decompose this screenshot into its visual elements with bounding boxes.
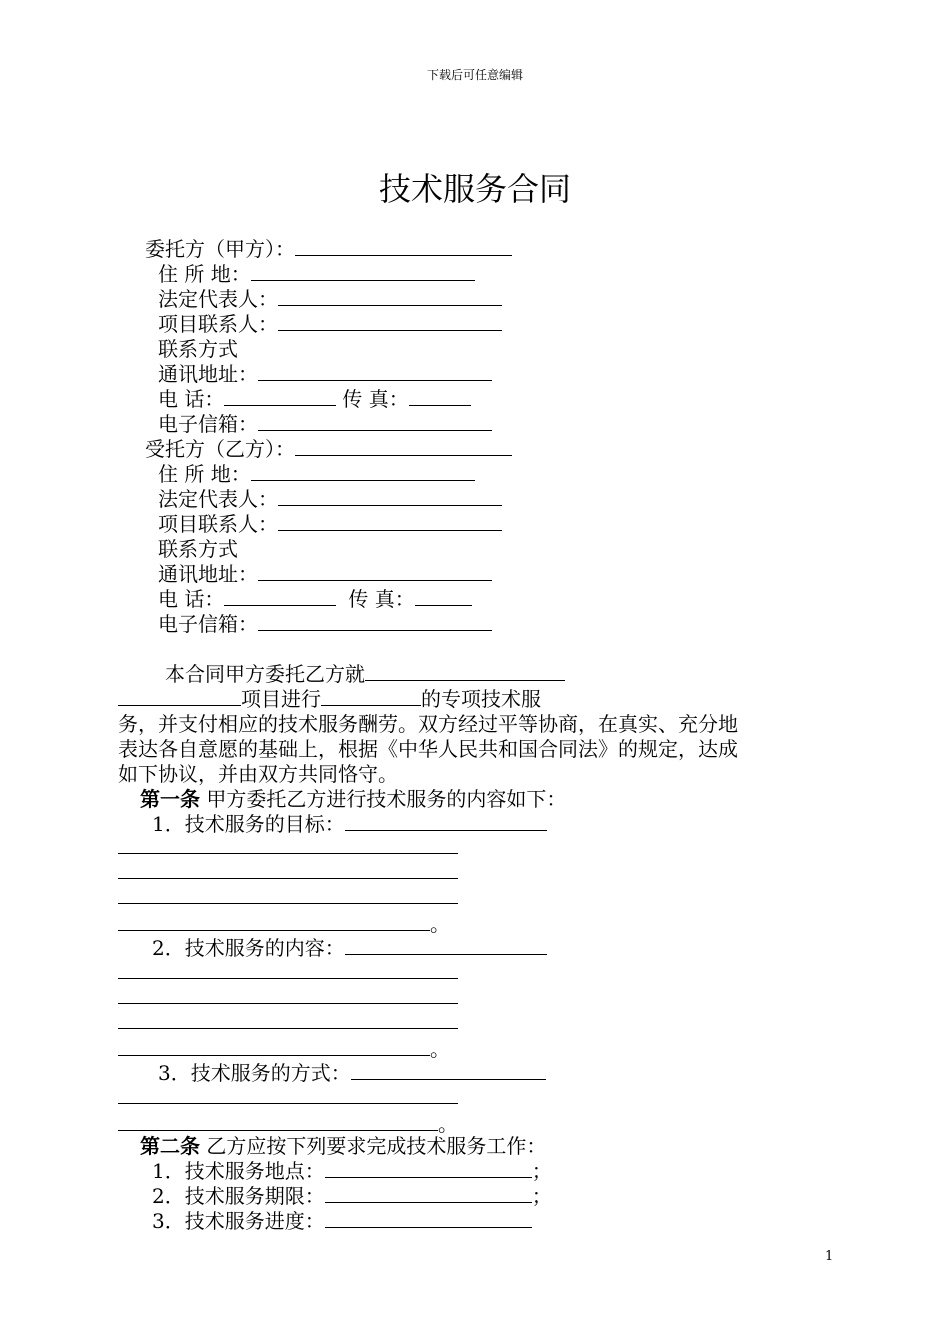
article-2-item-1-label: 1．技术服务地点：	[152, 1159, 325, 1183]
article-2-item-2-label: 2．技术服务期限：	[152, 1184, 325, 1208]
party-b-email-row	[158, 611, 492, 637]
article-2-text: 乙方应按下列要求完成技术服务工作：	[200, 1134, 547, 1158]
party-a-address-row	[158, 361, 492, 387]
page-title: 技术服务合同	[378, 170, 571, 208]
service-goal-field[interactable]	[345, 812, 547, 831]
party-a-legal-rep-label: 法定代表人：	[158, 287, 278, 311]
service-goal-line-5[interactable]	[118, 912, 430, 931]
party-b-phone-label: 电 话：	[158, 587, 225, 611]
party-a-residence-field[interactable]	[251, 262, 475, 281]
service-progress-field[interactable]	[325, 1209, 532, 1228]
article-1-item-1	[152, 811, 547, 837]
party-a-label: 委托方（甲方）：	[145, 237, 295, 261]
party-a-label-row	[145, 236, 512, 262]
party-b-contact-method: 联系方式	[158, 537, 238, 561]
party-b-legal-rep-field[interactable]	[278, 487, 502, 506]
intro-text-3: 的专项技术服	[421, 687, 541, 711]
service-period-field[interactable]	[325, 1184, 532, 1203]
service-content-field[interactable]	[345, 936, 547, 955]
article-2-number: 第二条	[140, 1134, 200, 1158]
intro-text-1: 本合同甲方委托乙方就	[165, 662, 365, 686]
article-1-item-3-label: 3．技术服务的方式：	[158, 1061, 351, 1085]
party-a-contact-person-label: 项目联系人：	[158, 312, 278, 336]
party-b-contact-person-field[interactable]	[278, 512, 502, 531]
party-a-email-row	[158, 411, 492, 437]
party-b-address-row	[158, 561, 492, 587]
party-a-legal-rep-field[interactable]	[278, 287, 502, 306]
service-goal-line-4[interactable]	[118, 903, 458, 904]
party-a-fax-label: 传 真：	[342, 387, 409, 411]
article-2-item-2	[152, 1183, 552, 1209]
article-1-item-3	[158, 1060, 546, 1086]
page-number: 1	[825, 1249, 834, 1264]
intro-project-field-cont[interactable]	[118, 687, 241, 706]
service-method-line-2[interactable]	[118, 1103, 458, 1104]
service-goal-line-2[interactable]	[118, 853, 458, 854]
party-b-legal-rep-label: 法定代表人：	[158, 487, 278, 511]
service-method-period: 。	[438, 1112, 458, 1136]
party-a-residence-row	[158, 261, 475, 287]
article-1-item-2	[152, 935, 547, 961]
article-1-heading	[140, 786, 566, 812]
page-header-note: 下载后可任意编辑	[426, 68, 523, 82]
party-a-contact-person-field[interactable]	[278, 312, 502, 331]
party-a-phone-row	[158, 386, 471, 412]
party-a-name-field[interactable]	[295, 237, 512, 256]
party-b-residence-row	[158, 461, 475, 487]
party-b-residence-field[interactable]	[251, 462, 475, 481]
party-b-fax-field[interactable]	[415, 587, 472, 606]
party-b-label: 受托方（乙方）：	[145, 437, 295, 461]
intro-line-2	[118, 686, 541, 712]
intro-line-1	[165, 661, 565, 687]
service-location-field[interactable]	[325, 1159, 532, 1178]
service-content-line-5[interactable]	[118, 1037, 430, 1056]
service-goal-period: 。	[430, 912, 450, 936]
party-a-contact-method: 联系方式	[158, 337, 238, 361]
service-goal-line-3[interactable]	[118, 878, 458, 879]
party-b-legal-rep-row	[158, 486, 502, 512]
service-method-field[interactable]	[351, 1061, 546, 1080]
party-b-phone-field[interactable]	[224, 587, 336, 606]
intro-line-3: 务，并支付相应的技术服务酬劳。双方经过平等协商，在真实、充分地	[118, 712, 738, 736]
article-1-text: 甲方委托乙方进行技术服务的内容如下：	[200, 787, 567, 811]
service-method-line-3[interactable]	[118, 1112, 438, 1131]
party-b-fax-label: 传 真：	[348, 587, 415, 611]
intro-line-4: 表达各自意愿的基础上，根据《中华人民共和国合同法》的规定，达成	[118, 737, 738, 761]
article-1-item-2-label: 2．技术服务的内容：	[152, 936, 345, 960]
service-content-last-row	[118, 1036, 450, 1062]
service-content-line-4[interactable]	[118, 1028, 458, 1029]
intro-text-2: 项目进行	[241, 687, 321, 711]
party-a-residence-label: 住 所 地：	[158, 262, 251, 286]
party-b-email-field[interactable]	[258, 612, 492, 631]
party-b-email-label: 电子信箱：	[158, 612, 258, 636]
party-a-email-field[interactable]	[258, 412, 492, 431]
intro-service-field[interactable]	[321, 687, 421, 706]
article-2-item-3-label: 3．技术服务进度：	[152, 1209, 325, 1233]
intro-line-5: 如下协议，并由双方共同恪守。	[118, 762, 398, 786]
party-a-phone-field[interactable]	[224, 387, 336, 406]
party-a-address-field[interactable]	[258, 362, 492, 381]
service-content-line-3[interactable]	[118, 1003, 458, 1004]
party-a-address-label: 通讯地址：	[158, 362, 258, 386]
party-b-name-field[interactable]	[295, 437, 512, 456]
party-a-contact-person-row	[158, 311, 502, 337]
party-b-label-row	[145, 436, 512, 462]
article-1-number: 第一条	[140, 787, 200, 811]
article-2-item-3	[152, 1208, 532, 1234]
service-period-semicolon: ；	[531, 1184, 552, 1208]
party-a-phone-label: 电 话：	[158, 387, 225, 411]
article-2-heading	[140, 1133, 546, 1159]
party-a-legal-rep-row	[158, 286, 502, 312]
party-a-fax-field[interactable]	[409, 387, 471, 406]
party-a-email-label: 电子信箱：	[158, 412, 258, 436]
party-b-contact-person-row	[158, 511, 502, 537]
party-b-residence-label: 住 所 地：	[158, 462, 251, 486]
party-b-address-field[interactable]	[258, 562, 492, 581]
party-b-address-label: 通讯地址：	[158, 562, 258, 586]
service-goal-last-row	[118, 911, 450, 937]
party-b-phone-row	[158, 586, 472, 612]
article-2-item-1	[152, 1158, 552, 1184]
service-content-line-2[interactable]	[118, 978, 458, 979]
service-location-semicolon: ；	[531, 1159, 552, 1183]
article-1-item-1-label: 1．技术服务的目标：	[152, 812, 345, 836]
service-content-period: 。	[430, 1037, 450, 1061]
intro-project-field[interactable]	[365, 662, 565, 681]
party-b-contact-person-label: 项目联系人：	[158, 512, 278, 536]
